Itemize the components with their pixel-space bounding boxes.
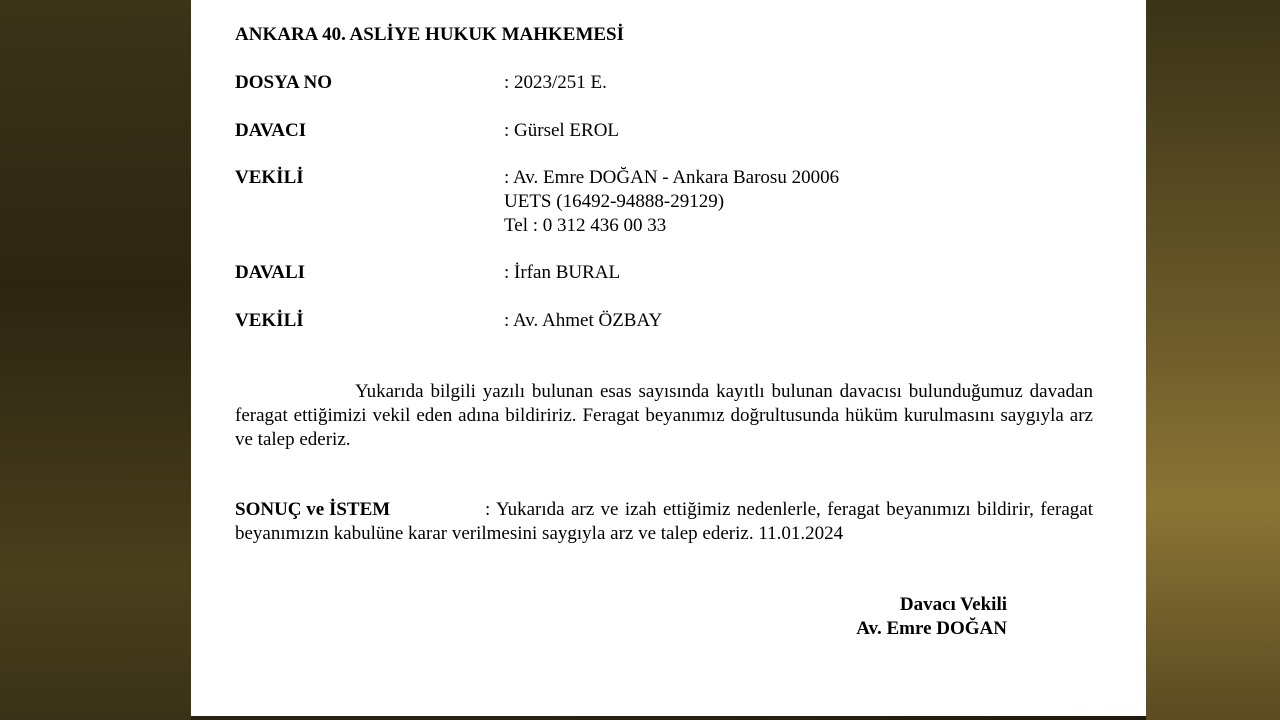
court-title: ANKARA 40. ASLİYE HUKUK MAHKEMESİ (235, 24, 625, 45)
signature-name: Av. Emre DOĞAN (856, 618, 1007, 639)
sonuc-text: : Yukarıda arz ve izah ettiğimiz nedenlerle, feragat beyanımızı bildirir, feragat beyanımızın kabulüne karar verilmesini saygıyla arz ve talep ederiz. 11.01.2024 (235, 499, 1093, 544)
davaci-vekili-line1: : Av. Emre DOĞAN - Ankara Barosu 20006 (504, 167, 840, 188)
davali-label: DAVALI (235, 262, 306, 283)
body-paragraph (235, 380, 1093, 452)
body-paragraph-text: Yukarıda bilgili yazılı bulunan esas sayısında kayıtlı bulunan davacısı bulunduğumuz davadan feragat ettiğimizi vekil eden adına bildiririz. Feragat beyanımız doğrultusunda hüküm kurulmasını saygıyla arz ve talep ederiz. (235, 381, 1093, 450)
davaci-vekili-label: VEKİLİ (235, 167, 304, 188)
davaci-vekili-uets: UETS (16492-94888-29129) (504, 191, 725, 212)
dosya-no-label: DOSYA NO (235, 72, 332, 93)
davali-vekili-value: : Av. Ahmet ÖZBAY (504, 310, 663, 331)
sonuc-paragraph (235, 498, 1093, 546)
davaci-label: DAVACI (235, 120, 307, 141)
signature-title: Davacı Vekili (899, 594, 1007, 615)
davali-vekili-label: VEKİLİ (235, 310, 304, 331)
background-left (0, 0, 191, 720)
sonuc-label: SONUÇ ve İSTEM (235, 499, 391, 520)
dosya-no-value: : 2023/251 E. (504, 72, 607, 93)
davali-value: : İrfan BURAL (504, 262, 621, 283)
davaci-vekili-tel: Tel : 0 312 436 00 33 (504, 215, 667, 236)
background-right (1146, 0, 1280, 720)
document-page (191, 0, 1146, 716)
davaci-value: : Gürsel EROL (504, 120, 620, 141)
